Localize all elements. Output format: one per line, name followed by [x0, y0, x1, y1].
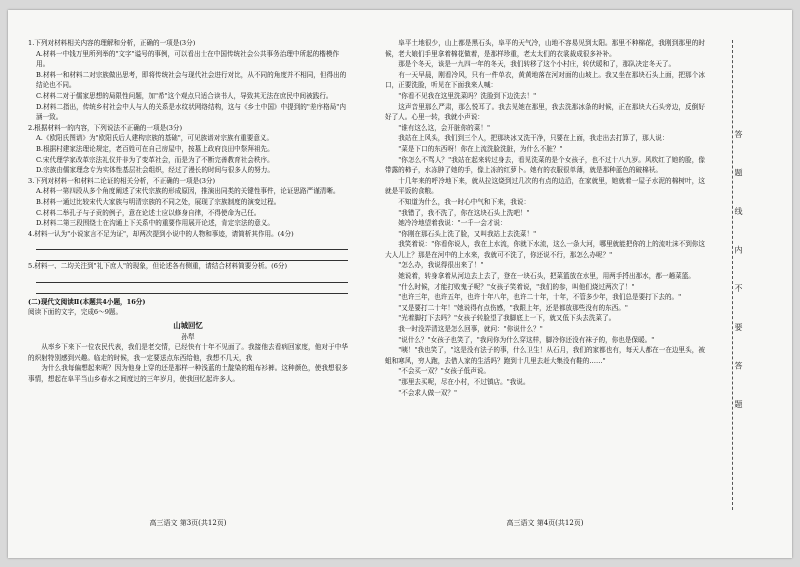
reading-instructions: 阅读下面的文字，完成6～9题。 [28, 308, 123, 317]
story-paragraph: 我一时没弄清这是怎么回事，就问："你说什么？" [398, 325, 543, 334]
answer-line [36, 251, 348, 261]
story-paragraph: 她冷冷地望着我说："一千一会才说： [398, 219, 507, 228]
question-3-option-a: A.材料一第四段从多个角度阐述了宋代宗族的形成原因，推演出同类的关键性事件，论证思路严谨清晰。 [36, 187, 340, 196]
right-page [385, 38, 705, 498]
page-footer-right: 高三语文 第4页(共12页) [506, 519, 584, 527]
story-paragraph: 阜平土地很少，山上都是黑石头，阜平的天气冷，山地不容易见到太阳。那里不种棉花，我刚到那里的时候，老大娘们手里拿着棉花做着，是那样珍重，老太太们的衣裳裁成很多补补。 [385, 39, 705, 58]
question-3-option-d: D.材料二第三段围绕士在沟通上下关系中的重要作用展开论述，肯定宗法的意义。 [36, 219, 274, 228]
story-paragraph: "怎么办，我说得很出来了！" [398, 261, 484, 270]
story-paragraph: "你刚在那石头上洗了脸，又叫我站上去洗菜！" [398, 229, 537, 238]
story-paragraph: "不会买一双？"女孩子低声说。 [398, 367, 490, 376]
story-paragraph: 我笑着说："你看你说人，我在上水流，你就下水流，这么一条大河，哪里就能把你的上的流吐沫不到你这大人儿上？那是在河中的上水来，我就可不洗了，你还说不行，那怎么办呢？" [385, 240, 705, 259]
answer-line [36, 273, 348, 283]
article-author: 孙犁 [181, 332, 195, 341]
question-1-stem: 1.下列对材料相关内容的理解和分析，正确的一项是(3分) [28, 39, 196, 47]
story-paragraph: 十几年来的呼冷地下来，就从拉这烧到过几次的有点的边沿，在家就里，她就着一屋子水泥的棉树叶，这就是平饭的食粮。 [385, 176, 705, 196]
question-4-stem: 4.材料一认为"小说家言不足为证"，却两次提到小说中的人物和事迹，请简析其作用。(4分) [28, 229, 294, 238]
story-paragraph: "你怎么不骂人？"我站在起来转过身去，看见洗菜的是个女孩子，也不过十八九岁。风吹红了她的脸，像带露的柿子，水冻肿了她的手，像上冻的红萝卜。她有的衣服很单薄，就是那种蓝色的破棉袄。 [385, 155, 705, 175]
answer-line [36, 240, 348, 250]
question-1-option-b: B.材料一和材料二对宗族做出思考，即将传统社会与现代社会进行对比，从不同的角度并不相同，但得出的结论也不同。 [36, 70, 347, 90]
story-paragraph: 我站在上风头，我们到三个人，把那块冰又洗干净，只要在上面，我走出去打算了，那人说： [398, 134, 669, 143]
story-paragraph: "不会求人做一双？" [398, 388, 458, 397]
story-paragraph: "谁有这么这，会开脏你的菜！" [398, 123, 490, 132]
story-paragraph: 那是个冬天，该是一九四一年的冬天，我们转移了这个小村庄，转伏暖和了，那队决定冬天了。 [398, 60, 676, 69]
story-paragraph: "那里去买呢，尽在小村，不过镇店。"我说。 [398, 378, 530, 386]
question-2-option-d: D.宗族由儒家理念专为实体性基层社会组织，经过了漫长的时间与很多人的努力。 [36, 166, 274, 175]
story-paragraph: "什么时候，才能打败鬼子呢？"女孩子笑着说，"我们的参，叫他们烧过两次了！" [398, 282, 635, 291]
story-paragraph: 她说着，转身拿着从河边去上去了，登在一块石头，把菜篮放在水里，用两手捋出那水，都一趟菜篮。 [398, 272, 695, 281]
story-paragraph: "也许三年，也许五年，也许十年八年，也许二十年，十年，不管多少年，我们总是要打下去的。" [398, 293, 682, 302]
story-paragraph: "咦！"我也笑了，"这是没有法子的事，什么卫生！从石月，我们的家都也有，每天人都在一在边里头，被蛆和寒风，穷人跑，去借人家的生活吗？跑到十几里去赶大集没有鞋的……" [385, 346, 705, 365]
story-paragraph: "我错了，我不洗了，你在这块石头上洗吧！" [398, 208, 530, 217]
question-3-option-c: C.材料二举孔子与子贡的例子，意在论述士应以修身自律，不得使命为己任。 [36, 208, 261, 217]
story-paragraph: "又是要打二十年！"她说得有点伤感，"我跟上年，还是都放那些没有的东西。" [398, 303, 628, 312]
question-1-option-d: D.材料二指出，传统乡村社会中人与人的关系是水纹状网络结构，这与《乡土中国》中提到的"差序格局"内涵一致。 [36, 102, 346, 122]
story-paragraph: 不知道为什么，我一时心中气和下来，我说： [398, 197, 531, 206]
story-paragraph: "光着脚打下去吗？"女孩子转脸望了我脚底上一下，就又低下头去洗菜了。 [398, 314, 616, 323]
question-1-option-a: A.材料一中钱万里所列举的"文字"谥号的事例，可以看出士在中国传统社会公共事务治理中所起的楷模作用。 [36, 49, 340, 69]
question-1-option-c: C.材料二对于儒家思想的局限性问题，加"希"这个观点只适合读书人，导致其无法在庶民中间被践行。 [36, 91, 333, 100]
question-3-option-b: B.材料一通过比较宋代大家族与明清宗族的不同之处，展现了宗族制度的演变过程。 [36, 197, 281, 206]
answer-line [36, 284, 348, 294]
article-paragraph: 为什么我每偏想起来呢？因为他身上穿的还是那样一种浅蓝的土靛染的粗布衫裤。这种颜色，使我想很多事情，想起在阜平当山乡春水之间度过的三年岁月，使我回忆起许多人。 [28, 364, 348, 384]
question-3-stem: 3.下列对材料一和材料二论证的相关分析，不正确的一项是(3分) [28, 176, 216, 185]
article-title: 山城回忆 [173, 321, 203, 331]
left-page [28, 38, 348, 498]
section-header: (二)现代文阅读Ⅱ(本题共4小题，16分) [28, 297, 146, 306]
question-2-option-a: A.《欧阳氏图谱》为"欧阳氏后人建构宗族的基础"，可见族谱对宗族有重要意义。 [36, 134, 274, 143]
question-2-stem: 2.根据材料一的内容，下列说法不正确的一项是(3分) [28, 123, 183, 132]
story-paragraph: 有一天早晨，刚看冷风，只有一件单衣，黄黄地落在河对面的山坡上。我又坐在那块石头上面，把那个冰口，正要洗脸，听见在下面我来人喊： [385, 70, 705, 90]
binding-margin [718, 10, 792, 558]
story-paragraph: "菜是下口的东西呀！你在上流洗脸洗脏，为什么不脏？" [398, 144, 563, 153]
story-paragraph: "你看不见我在这里洗菜吗？洗脸到下边洗去！" [398, 91, 537, 100]
story-paragraph: 这声音里那么严肃，那么悦耳了。我去见她在那里，我去洗那冰条的时候，正在那块大石头旁边，反倒好好了人。心里一转，我就小声说： [385, 102, 705, 122]
question-2-option-c: C.宋代理学家改革宗法礼仪并非为了变革社会，而是为了不断完善教育社会秩序。 [36, 155, 274, 164]
question-5-stem: 5.材料一、二均关注到"礼下庶人"的现象，但论述各有侧重，请结合材料简要分析。(6分) [28, 262, 288, 271]
binding-margin-notice: 答 题 线 内 不 要 答 题 [734, 130, 743, 422]
page-footer-left: 高三语文 第3页(共12页) [149, 519, 227, 527]
article-paragraph: 从率乡下来下一位农民代表，我们是老交情，已经快有十年不见面了。我接他去看病回家度，他对于中华的炽射特别感到兴趣。临走的时候，我一定要送点东西给他，我想不几天，我 [28, 343, 348, 362]
question-2-option-b: B.根据村建家法理论规定，老百姓可在自己房屋中，按墓上政府良田中祭拜祖先。 [36, 144, 274, 153]
story-paragraph: "说什么？"女孩子也笑了，"我问你为什么穿这样，脚冷你还没有袜子的，你也是保暖。" [398, 335, 655, 344]
